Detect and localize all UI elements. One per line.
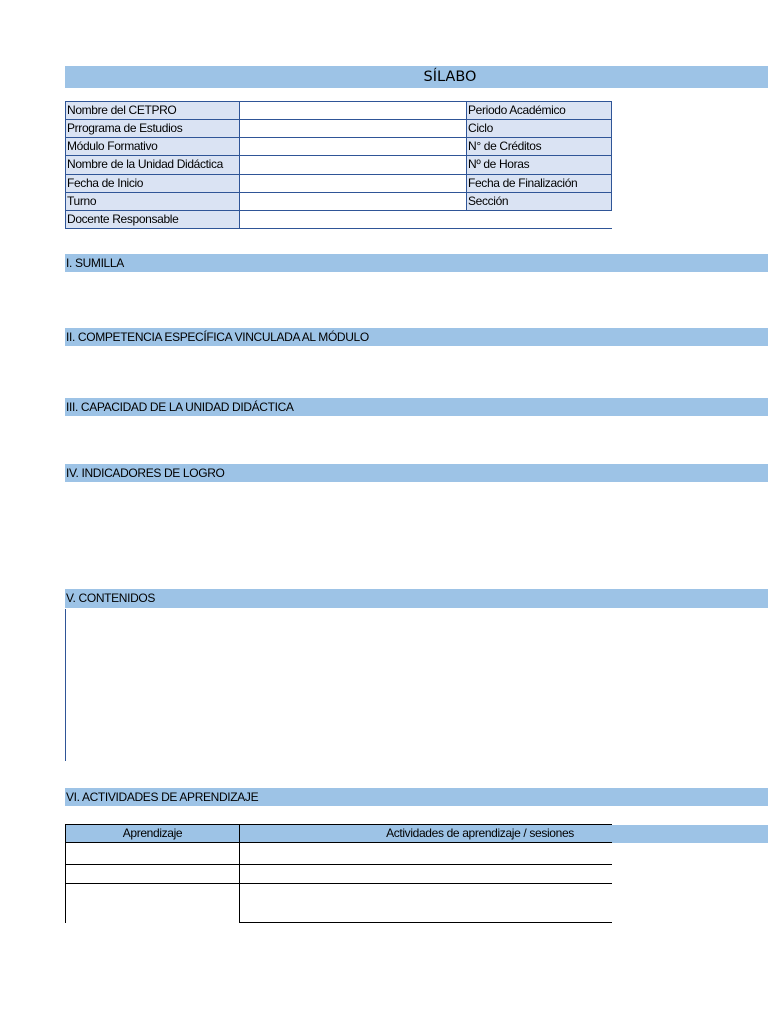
label-turno: Turno xyxy=(65,193,240,211)
section-sumilla-header: I. SUMILLA xyxy=(65,254,768,272)
field-fecha-inicio[interactable] xyxy=(240,175,466,193)
column-header-aprendizaje: Aprendizaje xyxy=(122,826,183,840)
label-horas: Nº de Horas xyxy=(466,156,612,175)
column-header-actividades: Actividades de aprendizaje / sesiones xyxy=(386,826,574,840)
field-turno[interactable] xyxy=(240,193,466,211)
table-row3-line xyxy=(240,922,612,923)
section-indicadores-header: IV. INDICADORES DE LOGRO xyxy=(65,464,768,482)
label-modulo-formativo: Módulo Formativo xyxy=(65,138,240,156)
label-programa-estudios: Prrograma de Estudios xyxy=(65,120,240,138)
section-actividades-header: VI. ACTIVIDADES DE APRENDIZAJE xyxy=(65,788,768,806)
label-fecha-inicio: Fecha de Inicio xyxy=(65,175,240,193)
table-row-2-actividades[interactable] xyxy=(240,865,612,883)
field-modulo-formativo[interactable] xyxy=(240,138,466,156)
table-row-3-actividades[interactable] xyxy=(240,884,612,922)
section-competencia-header: II. COMPETENCIA ESPECÍFICA VINCULADA AL MÓDULO xyxy=(65,328,768,346)
section-contenidos-header: V. CONTENIDOS xyxy=(65,589,768,608)
table-row-1-aprendizaje[interactable] xyxy=(66,843,239,864)
label-fecha-finalizacion: Fecha de Finalización xyxy=(466,175,612,193)
label-nombre-cetpro: Nombre del CETPRO xyxy=(65,102,240,120)
label-unidad-didactica: Nombre de la Unidad Didáctica xyxy=(65,156,240,175)
page-title: SÍLABO xyxy=(423,69,477,85)
label-creditos: N° de Créditos xyxy=(466,138,612,156)
table-row-2-aprendizaje[interactable] xyxy=(66,865,239,883)
field-nombre-cetpro[interactable] xyxy=(240,102,466,120)
label-ciclo: Ciclo xyxy=(466,120,612,138)
label-docente-responsable: Docente Responsable xyxy=(65,211,240,229)
table-top-line xyxy=(65,824,612,825)
section-capacidad-header: III. CAPACIDAD DE LA UNIDAD DIDÁCTICA xyxy=(65,398,768,416)
label-periodo-academico: Periodo Académico xyxy=(466,102,612,120)
field-programa-estudios[interactable] xyxy=(240,120,466,138)
field-unidad-didactica[interactable] xyxy=(240,156,466,175)
table-row-1-actividades[interactable] xyxy=(240,843,612,864)
label-seccion: Sección xyxy=(466,193,612,211)
contenidos-left-border xyxy=(65,609,66,761)
field-docente-responsable[interactable] xyxy=(240,211,612,229)
table-row-3-aprendizaje[interactable] xyxy=(66,884,239,922)
